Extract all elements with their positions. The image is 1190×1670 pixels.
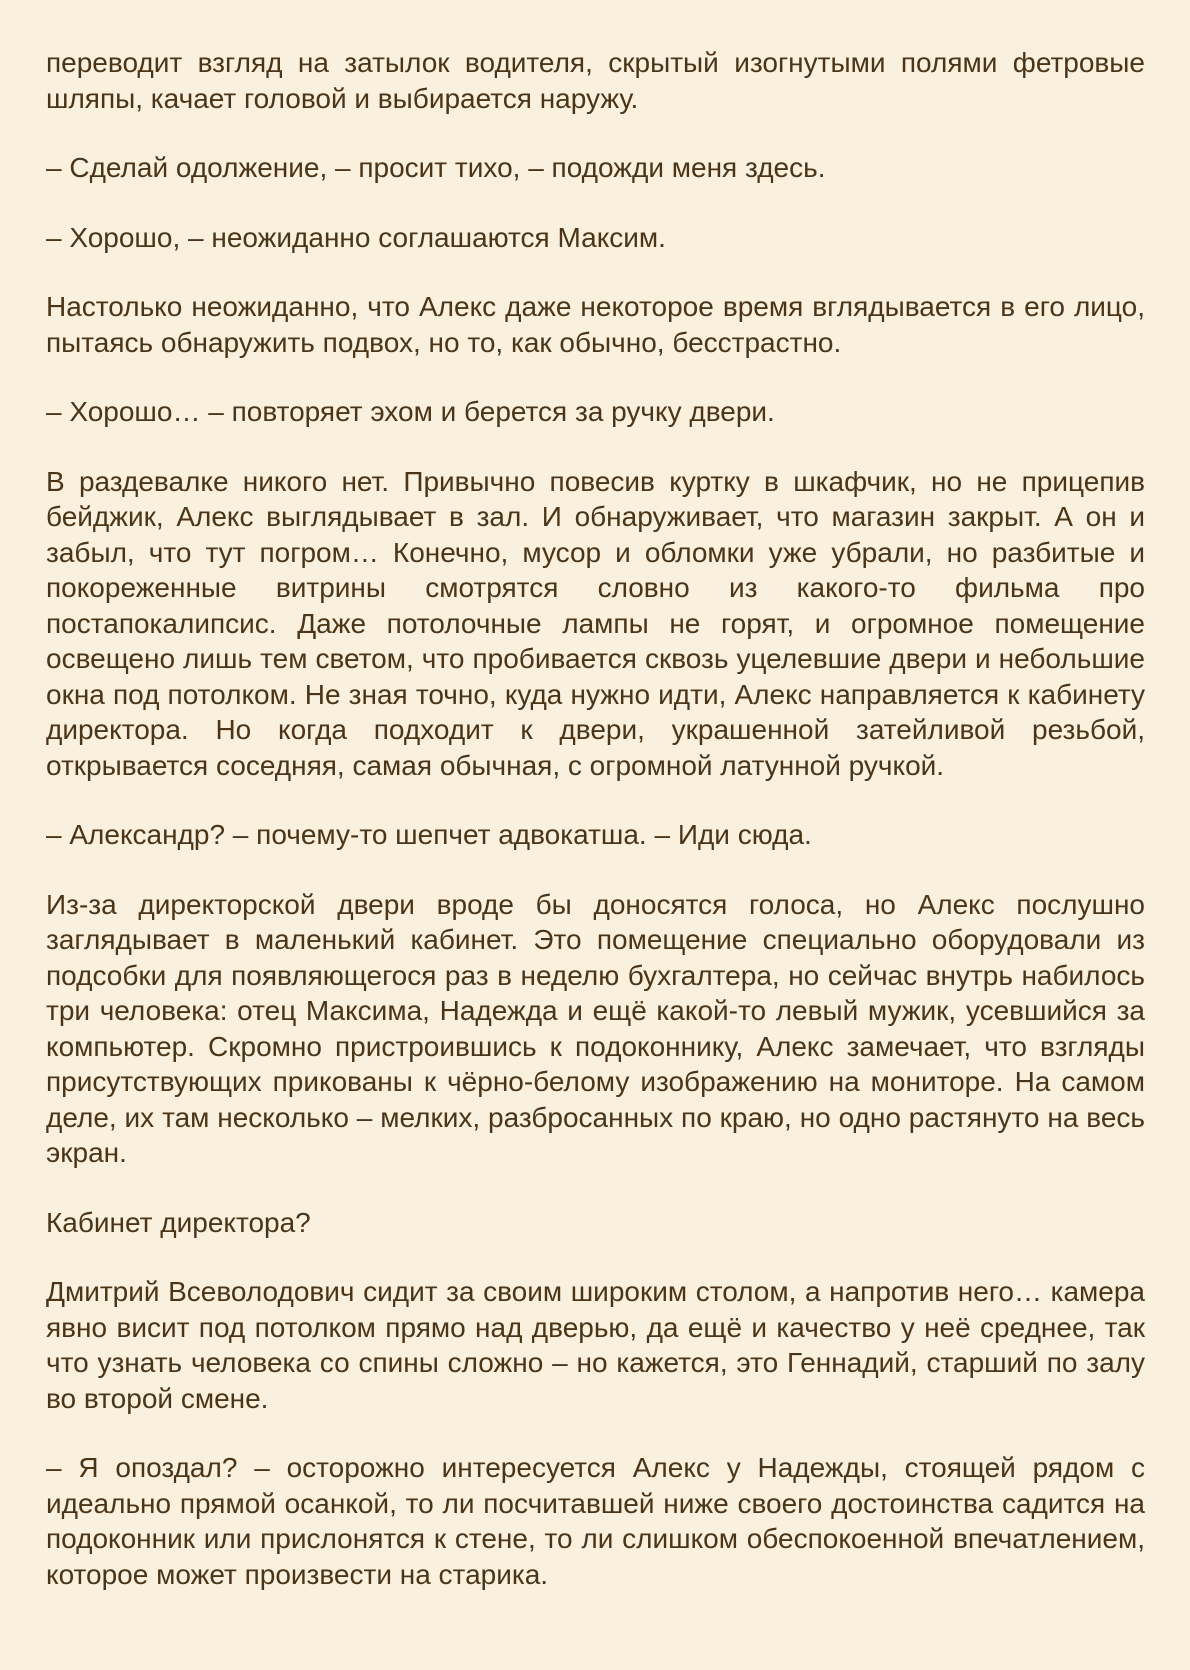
paragraph-3: – Хорошо, – неожиданно соглашаются Максим. (46, 221, 666, 253)
paragraph-11: – Я опоздал? – осторожно интересуется Алекс у Надежды, стоящей рядом с идеально прямой осанкой, то ли посчитавшей ниже своего достоинства садится на подоконник или прислонятся к стене, то ли слишком обеспокоенной впечатлением, которое может произвести на старика. (46, 1452, 1145, 1590)
paragraph-1: переводит взгляд на затылок водителя, скрытый изогнутыми полями фетровые шляпы, качает головой и выбирается наружу. (46, 47, 1145, 114)
paragraph-6: В раздевалке никого нет. Привычно повесив куртку в шкафчик, но не прицепив бейджик, Алекс выглядывает в зал. И обнаруживает, что магазин закрыт. А он и забыл, что тут погром… Конечно, мусор и обломки уже убрали, но разбитые и покореженные витрины смотрятся словно из какого-то фильма про постапокалипсис. Даже потолочные лампы не горят, и огромное помещение освещено лишь тем светом, что пробивается сквозь уцелевшие двери и небольшие окна под потолком. Не зная точно, куда нужно идти, Алекс направляется к кабинету директора. Но когда подходит к двери, украшенной затейливой резьбой, открывается соседняя, самая обычная, с огромной латунной ручкой. (46, 465, 1145, 781)
paragraph-4: Настолько неожиданно, что Алекс даже некоторое время вглядывается в его лицо, пытаясь обнаружить подвох, но то, как обычно, бесстрастно. (46, 291, 1145, 358)
paragraph-10: Дмитрий Всеволодович сидит за своим широким столом, а напротив него… камера явно висит под потолком прямо над дверью, да ещё и качество у неё среднее, так что узнать человека со спины сложно – но кажется, это Геннадий, старший по залу во второй смене. (46, 1276, 1145, 1414)
paragraph-7: – Александр? – почему-то шепчет адвокатша. – Иди сюда. (46, 819, 812, 850)
paragraph-2: – Сделай одолжение, – просит тихо, – подожди меня здесь. (46, 152, 826, 183)
paragraph-9: Кабинет директора? (46, 1206, 311, 1238)
paragraph-5: – Хорошо… – повторяет эхом и берется за ручку двери. (46, 396, 775, 427)
paragraph-8: Из-за директорской двери вроде бы доносятся голоса, но Алекс послушно заглядывает в маленький кабинет. Это помещение специально оборудовали из подсобки для появляющегося раз в неделю бухгалтера, но сейчас внутрь набилось три человека: отец Максима, Надежда и ещё какой-то левый мужик, усевшийся за компьютер. Скромно пристроившись к подоконнику, Алекс замечает, что взгляды присутствующих прикованы к чёрно-белому изображению на мониторе. На самом деле, их там несколько – мелких, разбросанных по краю, но одно растянуто на весь экран. (46, 888, 1145, 1168)
